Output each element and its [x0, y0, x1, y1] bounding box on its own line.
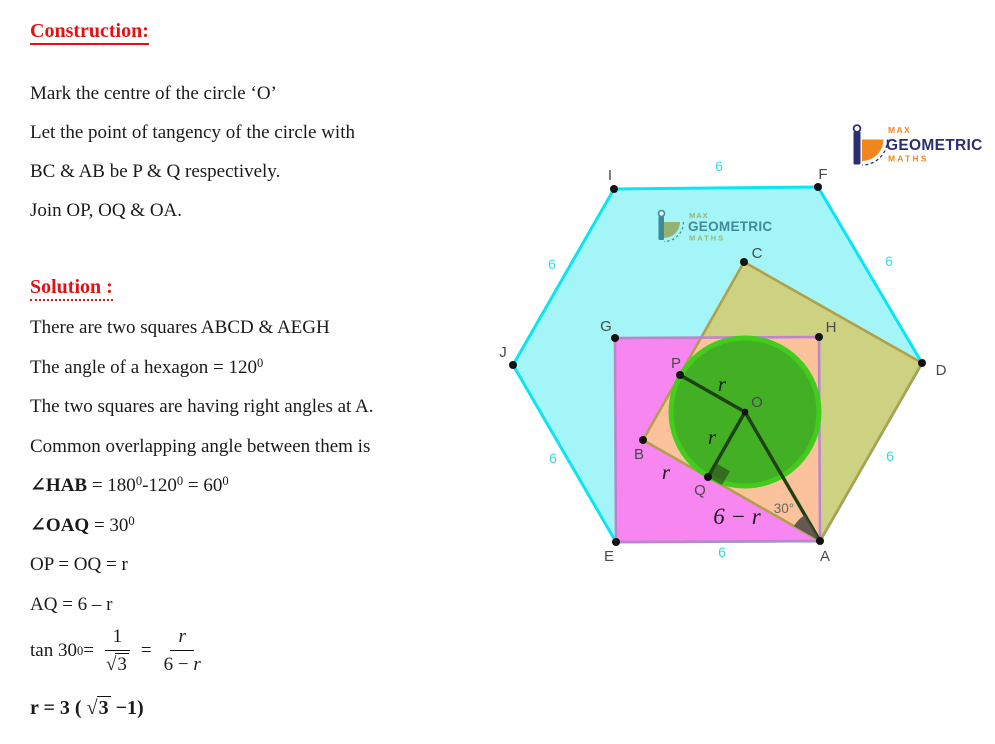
point-dot-c — [740, 258, 748, 266]
watermark-max-text: MAX — [689, 211, 709, 220]
vertex-label-h: H — [825, 319, 837, 336]
vertex-label-a: A — [819, 548, 831, 565]
solution-line: The angle of a hexagon = $120^0$ — [30, 355, 264, 378]
vertex-label-o: O — [751, 394, 763, 411]
logo-name-text: GEOMETRIC — [886, 137, 983, 154]
vertex-label-g: G — [600, 318, 612, 335]
r-label-op: r — [717, 372, 727, 396]
logo-quadrant-icon — [862, 140, 884, 162]
vertex-label-p: P — [670, 355, 682, 372]
vertex-label-i: I — [607, 167, 613, 184]
superscript-zero: 0 — [257, 355, 264, 370]
logo-max-text: MAX — [888, 125, 912, 135]
solution-line-oaq: ∠OAQ = $30^0$ — [30, 513, 135, 536]
six-minus-r-label: 6 − r — [713, 504, 761, 529]
vertex-label-e: E — [603, 548, 615, 565]
angle-30-label: 30° — [773, 501, 795, 516]
side-length-label-bottom: 6 — [718, 544, 726, 560]
vertex-label-j: J — [499, 344, 507, 361]
construction-heading-text: Construction: — [30, 20, 149, 45]
point-dot-b — [639, 436, 647, 444]
point-dot-g — [611, 334, 619, 342]
vertex-label-q: Q — [694, 482, 706, 499]
point-dot-f — [814, 183, 822, 191]
watermark-ruler-icon — [659, 216, 665, 240]
angle-oaq: ∠OAQ — [30, 514, 90, 536]
solution-line: AQ = 6 – r — [30, 593, 113, 615]
watermark-maths-text: MATHS — [689, 233, 726, 243]
side-length-label-top: 6 — [715, 158, 723, 174]
point-dot-j — [509, 361, 517, 369]
solution-heading-text: Solution : — [30, 276, 113, 301]
vertex-label-c: C — [751, 245, 763, 262]
point-dot-h — [815, 333, 823, 341]
point-dot-p — [676, 371, 684, 379]
point-dot-e — [612, 538, 620, 546]
fraction-one-over-root3: $\frac{1}{√3}$ — [102, 626, 133, 676]
vertex-label-d: D — [935, 362, 947, 379]
construction-line: Mark the centre of the circle ‘O’ — [30, 83, 277, 104]
result-line: r = 3 ( √3 −1) — [30, 697, 144, 719]
fraction-r-over-6-minus-r: $\frac{r}{6 - r}$ — [163, 626, 201, 675]
logo-ruler-icon — [854, 132, 861, 165]
r-label-bq: r — [661, 460, 671, 484]
construction-line: Join OP, OQ & OA. — [30, 200, 183, 221]
solution-line-hab: ∠HAB = $180^0-120^0 = 60^0$ — [30, 474, 229, 496]
watermark-name-text: GEOMETRIC — [688, 219, 773, 234]
solution-line: The two squares are having right angles at A. — [30, 396, 374, 417]
point-dot-i — [610, 185, 618, 193]
point-dot-d — [918, 359, 926, 367]
vertex-label-f: F — [818, 166, 828, 183]
side-length-label-upper-left: 6 — [548, 256, 556, 272]
point-dot-o — [742, 409, 749, 416]
logo-maths-text: MATHS — [888, 153, 929, 164]
side-length-label-lower-left: 6 — [549, 450, 557, 466]
vertex-label-b: B — [633, 446, 645, 463]
logo-compass-pin-icon — [854, 125, 861, 132]
side-length-label-lower-right: 6 — [886, 448, 894, 464]
tan-equation: tan 30 0 = $\frac{1}{√3}$ = $\frac{r}{6 - r}$ — [30, 622, 213, 680]
point-dot-a — [816, 537, 824, 545]
construction-line: Let the point of tangency of the circle with — [30, 122, 355, 143]
solution-line: Common overlapping angle between them is — [30, 435, 371, 457]
r-label-oq: r — [707, 425, 717, 449]
watermark-compass-pin-icon — [659, 211, 665, 217]
side-length-label-upper-right: 6 — [885, 253, 893, 269]
solution-line: There are two squares ABCD & AEGH — [30, 317, 330, 338]
brand-logo — [854, 125, 983, 165]
construction-line: BC & AB be P & Q respectively. — [30, 161, 281, 182]
point-dot-q — [704, 473, 712, 481]
solution-line: OP = OQ = r — [30, 554, 128, 575]
angle-hab: ∠HAB — [30, 475, 88, 496]
